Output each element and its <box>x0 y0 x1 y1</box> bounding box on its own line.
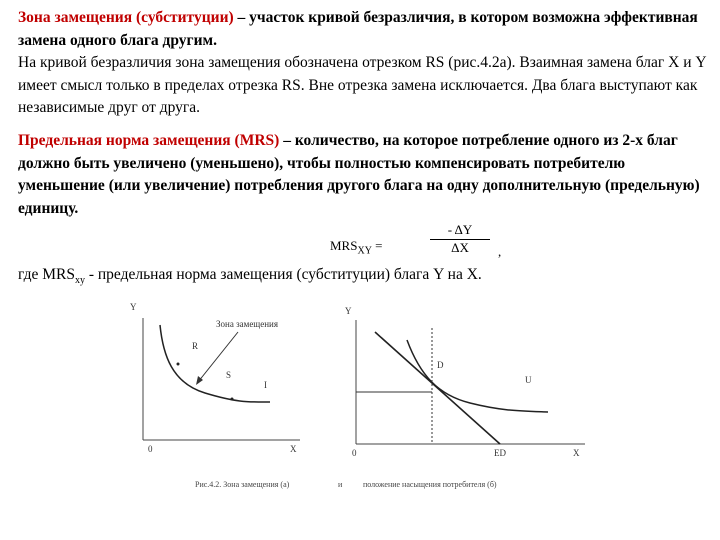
where-prefix: где MRS <box>18 266 75 283</box>
where-suffix: - предельная норма замещения (субституции) блага Y на X. <box>84 266 482 283</box>
point-d-label: D <box>437 360 444 370</box>
point-s-label: S <box>226 370 232 380</box>
x-point-label: ED <box>494 448 506 458</box>
formula-lhs-sub: XY <box>357 245 372 257</box>
point-r-label: R <box>192 341 199 351</box>
left-origin-label: 0 <box>148 444 153 454</box>
zone-pointer <box>198 332 238 382</box>
right-x-axis-label: X <box>573 448 580 458</box>
definition-substitution-zone: – участок кривой безразличия, в котором возможна эффективная замена одного блага другим. <box>18 9 698 49</box>
caption-mid: и <box>338 480 343 489</box>
substitution-zone-explanation: На кривой безразличия зона замещения обозначена отрезком RS (рис.4.2а). Взаимная замена благ X и Y имеет смысл только в пределах отрезка RS. Вне отрезка замена исключается. Два блага выступают как независимые друг от друга. <box>18 54 706 116</box>
left-y-axis-label: Y <box>130 302 137 312</box>
formula-numerator: - ΔY <box>430 222 490 240</box>
point-r-marker <box>177 363 180 366</box>
where-sub: xy <box>74 275 85 287</box>
formula-comma: , <box>498 244 502 259</box>
formula-lhs-text: MRS <box>330 238 358 253</box>
right-y-axis-label: Y <box>345 306 352 316</box>
left-indifference-curve <box>160 325 270 402</box>
formula-equals: = <box>371 238 383 253</box>
term-substitution-zone: Зона замещения (субституции) <box>18 9 234 26</box>
left-curve-label: I <box>264 380 267 390</box>
term-mrs: Предельная норма замещения (MRS) <box>18 132 280 149</box>
caption-left: Рис.4.2. Зона замещения (а) <box>195 480 290 489</box>
right-curve-label: U <box>525 375 532 385</box>
graph-saturation <box>345 306 585 458</box>
graph-substitution-zone <box>130 302 300 454</box>
zone-label: Зона замещения <box>216 319 279 329</box>
right-origin-label: 0 <box>352 448 357 458</box>
left-x-axis-label: X <box>290 444 297 454</box>
caption-right: положение насыщения потребителя (б) <box>363 480 497 489</box>
point-s-marker <box>231 398 234 401</box>
formula-denominator: ΔX <box>451 240 469 255</box>
definition-mrs: – количество, на которое потребление одного из 2-х благ должно быть увеличено (уменьшено), чтобы полностью компенсировать потребителю уменьшение (или увеличение) потребления другого блага на одну дополнительную (предельную) единицу. <box>18 132 700 217</box>
